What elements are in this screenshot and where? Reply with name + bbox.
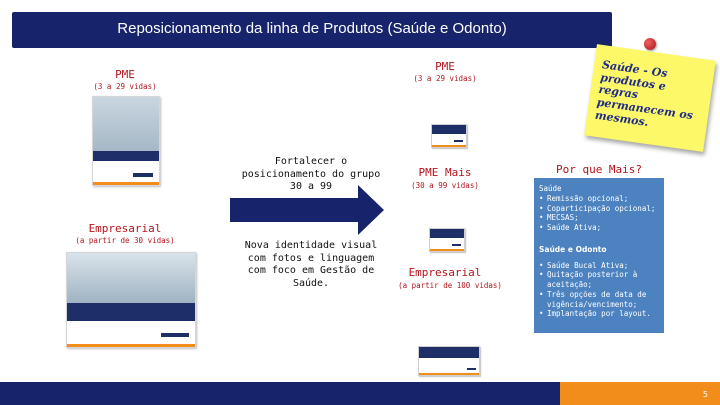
right-emp-thumbnail (418, 346, 480, 376)
pme-mais-label: PME Mais (418, 166, 472, 179)
list-item: • Três opções de data de vigência/vencimento; (539, 290, 659, 310)
dental-list (539, 261, 659, 320)
left-emp-label: Empresarial (88, 222, 162, 235)
empresarial-brochure-image (66, 252, 196, 348)
push-pin-icon (644, 38, 656, 50)
right-pme-label: PME (435, 60, 455, 73)
right-emp-label: Empresarial (408, 266, 482, 279)
pme-mais-thumbnail (429, 228, 465, 252)
list-item: • Quitação posterior à aceitação; (539, 270, 659, 290)
why-more-box (534, 178, 664, 333)
left-pme-label: PME (115, 68, 135, 81)
health-list (539, 194, 659, 233)
list-item: • Remissão opcional; (539, 194, 659, 204)
list-item: • Implantação por layout. (539, 309, 659, 319)
list-item: • Coparticipação opcional; (539, 204, 659, 214)
why-more-title: Por que Mais? (555, 163, 643, 176)
footer-accent (560, 382, 720, 405)
pme-mais-sub: (30 a 99 vidas) (411, 181, 479, 190)
left-emp-sub: (a partir de 30 vidas) (75, 236, 175, 245)
list-item: • MECSAS; (539, 213, 659, 223)
list-item: • Saúde Bucal Ativa; (539, 261, 659, 271)
pme-brochure-image (92, 96, 160, 186)
left-pme-sub: (3 a 29 vidas) (93, 82, 157, 91)
page-number: 5 (702, 390, 708, 399)
list-item: • Saúde Ativa; (539, 223, 659, 233)
dental-heading: Saúde e Odonto (539, 244, 607, 254)
sticky-note-text: Saúde - Os produtos e regras permanecem os mesmos. (594, 58, 694, 129)
sticky-note (584, 44, 716, 152)
right-emp-sub: (a partir de 100 vidas) (398, 281, 502, 290)
slide-title: Reposicionamento da linha de Produtos (Saúde e Odonto) (117, 20, 507, 37)
right-arrow-icon (230, 185, 384, 235)
title-banner (12, 12, 612, 48)
health-heading: Saúde (539, 184, 562, 193)
right-pme-sub: (3 a 29 vidas) (413, 74, 477, 83)
middle-text-identity: Nova identidade visual com fotos e linguagem com foco em Gestão de Saúde. (244, 240, 378, 289)
right-pme-thumbnail (431, 124, 467, 148)
middle-text-positioning: Fortalecer o posicionamento do grupo 30 a 99 (241, 156, 381, 192)
footer-bar (0, 382, 560, 405)
